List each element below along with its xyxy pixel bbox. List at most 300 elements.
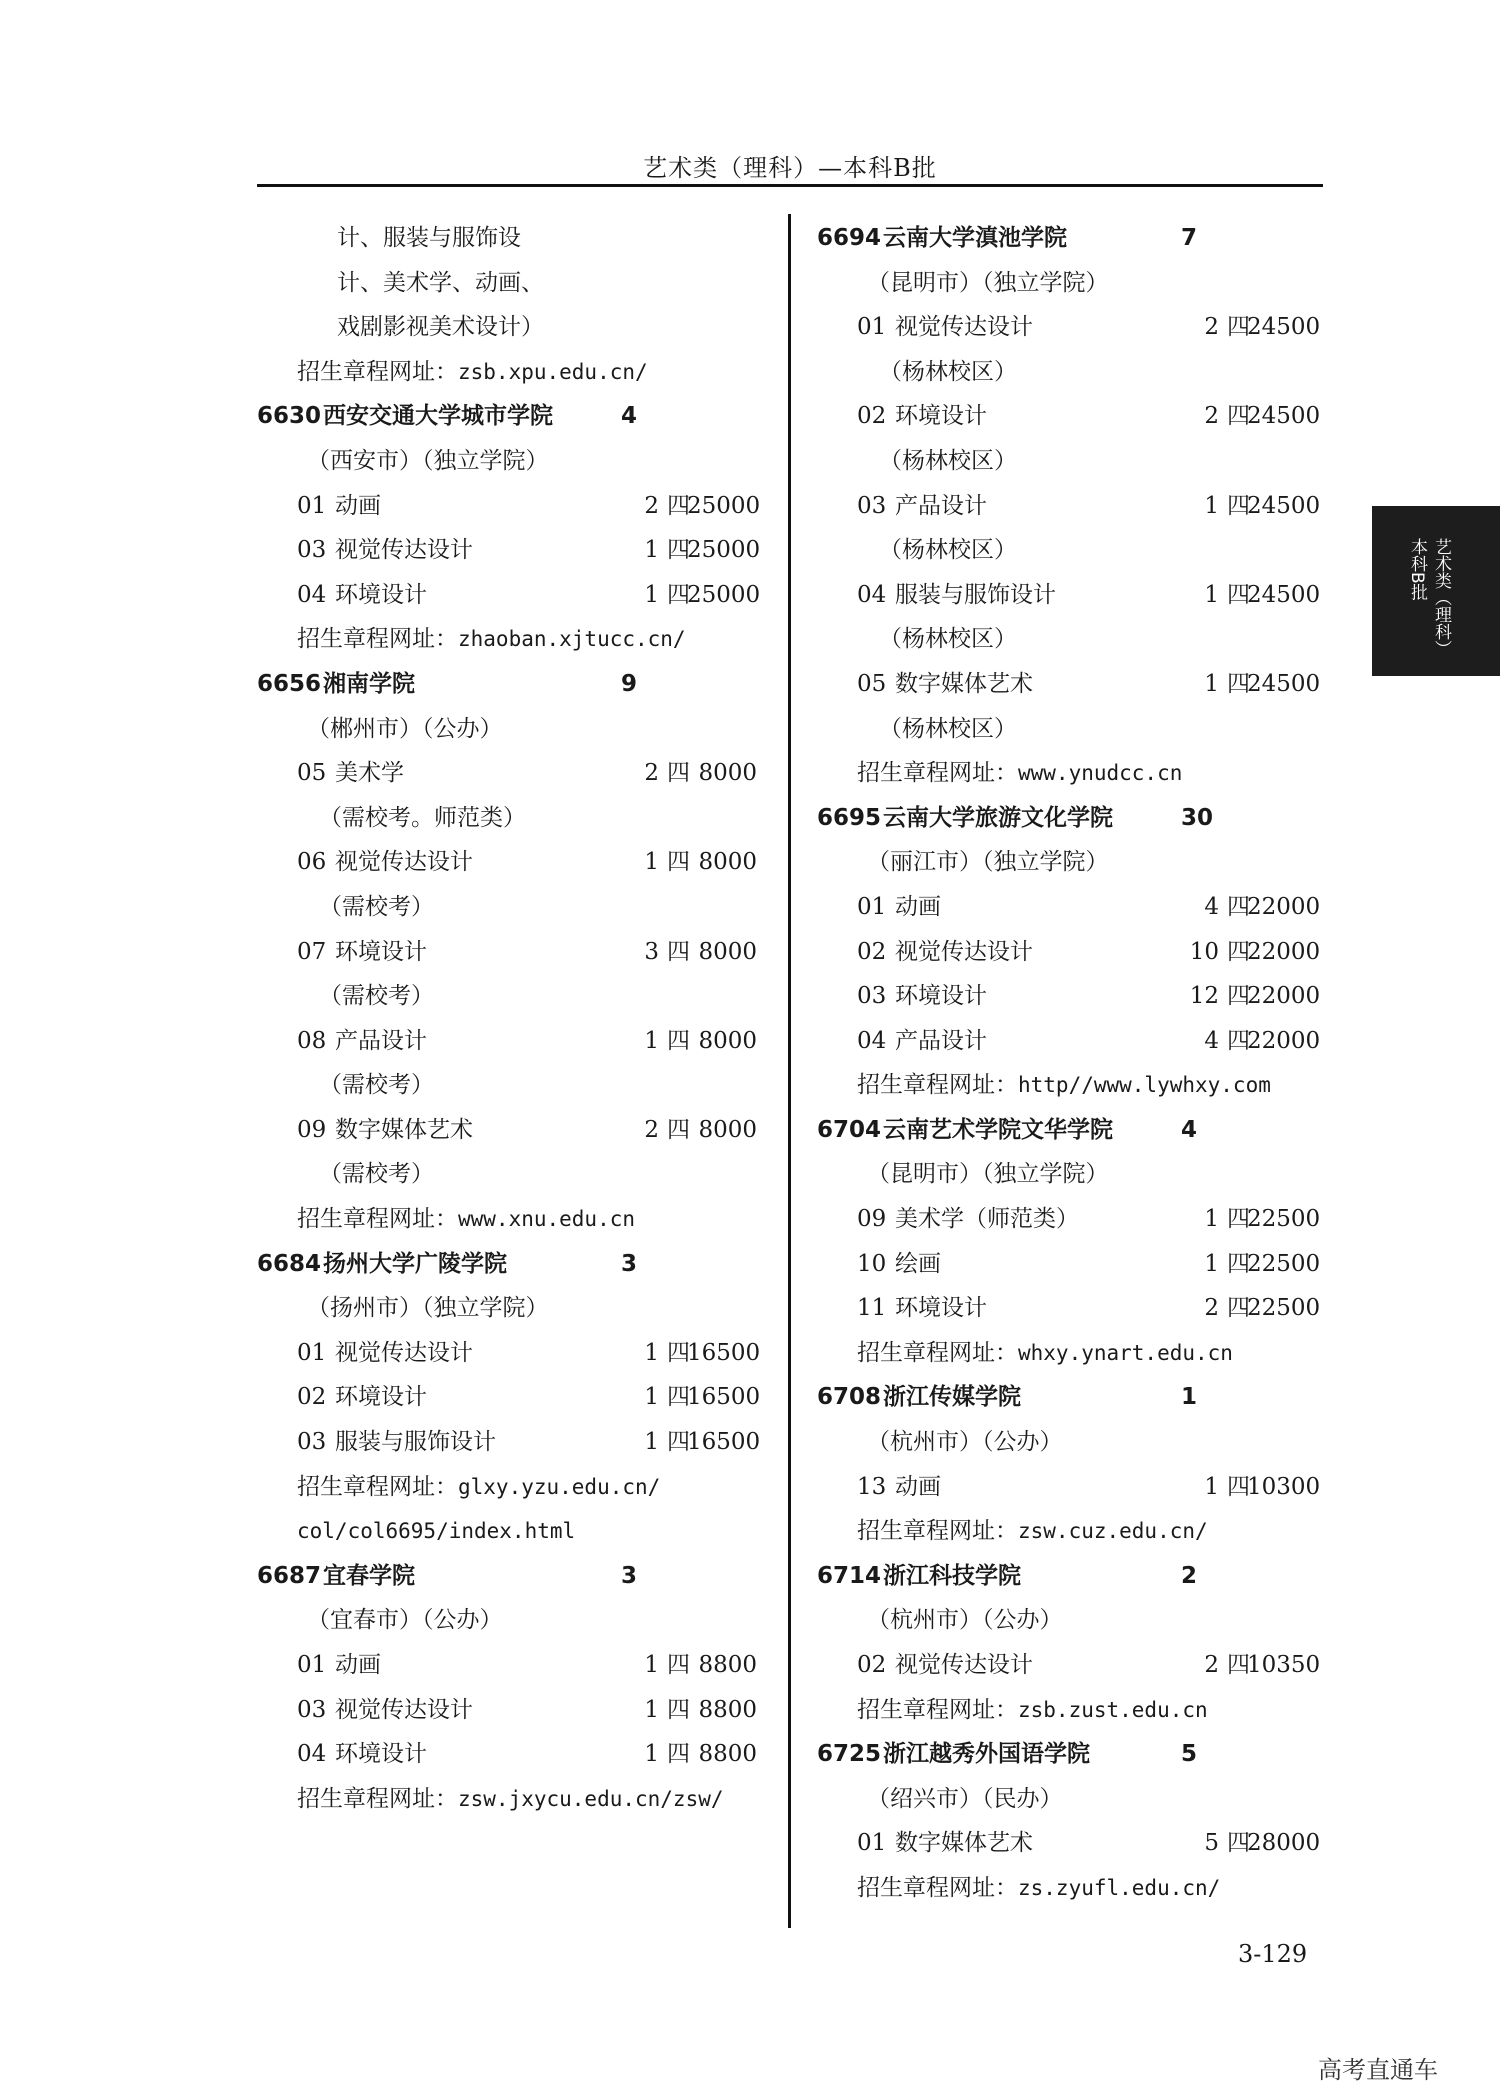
- program-note: （需校考）: [319, 893, 434, 920]
- url-value: zs.zyufl.edu.cn/: [1018, 1875, 1221, 1900]
- url-value: www.xnu.edu.cn: [458, 1207, 636, 1232]
- program-fee: 24500: [1247, 581, 1321, 608]
- program-name: 动画: [895, 1473, 941, 1500]
- program-years: 四: [667, 938, 690, 965]
- continuation-text: 计、服装与服饰设: [337, 225, 521, 251]
- program-note-row: [257, 1063, 757, 1108]
- program-row: [257, 930, 757, 975]
- program-code: 01: [857, 1830, 887, 1857]
- program-fee: 8800: [698, 1652, 757, 1678]
- admission-url-row: [257, 1197, 757, 1242]
- program-years: 四: [1227, 1027, 1250, 1054]
- column-divider: [788, 214, 791, 1928]
- url-value: www.ynudcc.cn: [1018, 761, 1183, 786]
- program-name: 数字媒体艺术: [895, 670, 1033, 697]
- school-code: 6714: [817, 1562, 882, 1589]
- school-header-row: [257, 394, 757, 439]
- admission-url-row: [817, 1866, 1317, 1911]
- school-code: 6684: [257, 1250, 322, 1277]
- url-value: zsb.zust.edu.cn: [1018, 1697, 1208, 1722]
- program-years: 四: [1227, 314, 1250, 341]
- url-label: 招生章程网址：: [857, 1696, 1018, 1723]
- program-code: 09: [857, 1206, 887, 1233]
- program-row: [817, 885, 1321, 930]
- program-name: 环境设计: [895, 403, 987, 430]
- program-row: [257, 1331, 761, 1376]
- program-fee: 8000: [698, 1116, 757, 1143]
- program-code: 10: [857, 1250, 887, 1277]
- continuation-text: 戏剧影视美术设计）: [337, 314, 544, 341]
- school-header-row: [817, 216, 1317, 261]
- program-years: 四: [1227, 670, 1250, 697]
- program-fee: 8000: [698, 760, 757, 787]
- program-code: 03: [857, 492, 887, 519]
- school-location-row: [817, 1152, 1317, 1197]
- program-count: 2: [644, 760, 659, 787]
- school-header-row: [257, 1554, 757, 1599]
- program-fee: 8000: [698, 1027, 757, 1054]
- program-note: （杨林校区）: [879, 358, 1017, 385]
- program-fee: 22500: [1247, 1250, 1321, 1277]
- continuation-row: [257, 216, 757, 261]
- school-name: 宜春学院: [323, 1562, 415, 1589]
- program-fee: 22000: [1247, 983, 1321, 1010]
- program-row: [257, 1108, 757, 1153]
- program-row: [817, 1465, 1321, 1510]
- program-code: 02: [297, 1384, 327, 1411]
- program-code: 02: [857, 938, 887, 965]
- url-continuation: col/col6695/index.html: [297, 1519, 576, 1544]
- program-years: 四: [667, 849, 690, 876]
- program-code: 05: [857, 670, 887, 697]
- program-name: 视觉传达设计: [895, 1652, 1033, 1678]
- program-years: 四: [1227, 492, 1250, 519]
- school-quota: 1: [1181, 1384, 1198, 1411]
- program-fee: 22000: [1247, 1027, 1321, 1054]
- program-name: 视觉传达设计: [335, 1696, 473, 1723]
- program-name: 美术学: [335, 760, 404, 787]
- program-row: [257, 1688, 757, 1733]
- program-years: 四: [667, 760, 690, 787]
- program-years: 四: [1227, 403, 1250, 430]
- program-code: 04: [297, 581, 327, 608]
- program-count: 1: [644, 1652, 659, 1678]
- admission-url: [297, 1777, 724, 1822]
- url-value: zsw.cuz.edu.cn/: [1018, 1519, 1208, 1544]
- program-count: 4: [1204, 893, 1219, 920]
- watermark: 高考直通车: [1318, 2056, 1438, 2084]
- program-count: 2: [1204, 314, 1219, 341]
- program-row: [817, 484, 1321, 529]
- admission-url: [297, 350, 648, 395]
- school-quota: 2: [1181, 1562, 1198, 1589]
- program-count: 1: [1204, 581, 1219, 608]
- school-location-row: [257, 707, 757, 752]
- admission-url: [857, 1063, 1271, 1108]
- school-location-row: [817, 261, 1317, 306]
- program-fee: 28000: [1247, 1830, 1321, 1857]
- program-years: 四: [1227, 1830, 1250, 1857]
- program-row: [817, 1197, 1321, 1242]
- program-years: 四: [1227, 983, 1250, 1010]
- program-note: （需校考）: [319, 1072, 434, 1099]
- program-name: 环境设计: [895, 983, 987, 1010]
- school-location-row: [257, 1286, 757, 1331]
- program-name: 视觉传达设计: [335, 537, 473, 564]
- program-note: （需校考）: [319, 983, 434, 1010]
- program-name: 产品设计: [895, 492, 987, 519]
- program-row: [817, 974, 1321, 1019]
- program-years: 四: [667, 1429, 690, 1456]
- program-note-row: [817, 528, 1317, 573]
- program-fee: 25000: [687, 581, 761, 608]
- admission-url-row: [257, 350, 757, 395]
- program-row: [257, 751, 757, 796]
- program-years: 四: [1227, 1473, 1250, 1500]
- school-name: 浙江传媒学院: [883, 1384, 1021, 1411]
- school-location-row: [817, 1420, 1317, 1465]
- program-fee: 8000: [698, 849, 757, 876]
- program-note-row: [817, 439, 1317, 484]
- program-years: 四: [667, 581, 690, 608]
- program-count: 1: [1204, 1250, 1219, 1277]
- program-name: 服装与服饰设计: [895, 581, 1056, 608]
- admission-url-row: [817, 1063, 1317, 1108]
- program-count: 2: [644, 492, 659, 519]
- program-note-row: [257, 974, 757, 1019]
- program-code: 06: [297, 849, 327, 876]
- admission-url: [857, 1866, 1220, 1911]
- program-name: 产品设计: [895, 1027, 987, 1054]
- program-row: [257, 528, 761, 573]
- school-name: 云南艺术学院文华学院: [883, 1116, 1113, 1143]
- program-code: 08: [297, 1027, 327, 1054]
- url-label: 招生章程网址：: [297, 358, 458, 385]
- program-code: 07: [297, 938, 327, 965]
- program-note: （需校考）: [319, 1161, 434, 1188]
- program-fee: 8800: [698, 1696, 757, 1723]
- program-fee: 22000: [1247, 893, 1321, 920]
- program-row: [817, 573, 1321, 618]
- program-fee: 25000: [687, 537, 761, 564]
- program-count: 1: [644, 1384, 659, 1411]
- school-header-row: [817, 1375, 1317, 1420]
- program-fee: 8000: [698, 938, 757, 965]
- program-code: 03: [297, 537, 327, 564]
- url-label: 招生章程网址：: [857, 1874, 1018, 1901]
- admission-url-row: [257, 617, 757, 662]
- program-code: 01: [857, 893, 887, 920]
- program-fee: 16500: [687, 1384, 761, 1411]
- school-name: 云南大学滇池学院: [883, 225, 1067, 251]
- school-location: （郴州市）（公办）: [307, 715, 503, 742]
- program-count: 1: [644, 1741, 659, 1768]
- program-count: 10: [1189, 938, 1219, 965]
- program-years: 四: [1227, 1250, 1250, 1277]
- admission-url-continuation-row: [257, 1509, 757, 1554]
- program-code: 09: [297, 1116, 327, 1143]
- admission-url-row: [817, 1509, 1317, 1554]
- admission-url-row: [817, 1688, 1317, 1733]
- url-label: 招生章程网址：: [297, 1785, 458, 1812]
- continuation-row: [257, 305, 757, 350]
- program-name: 产品设计: [335, 1027, 427, 1054]
- url-label: 招生章程网址：: [297, 626, 458, 653]
- program-row: [817, 662, 1321, 707]
- school-code: 6695: [817, 804, 882, 831]
- school-header-row: [817, 1108, 1317, 1153]
- program-code: 01: [297, 1339, 327, 1366]
- program-row: [257, 1375, 761, 1420]
- school-name: 扬州大学广陵学院: [323, 1250, 507, 1277]
- program-count: 1: [644, 1429, 659, 1456]
- program-count: 1: [644, 1027, 659, 1054]
- school-header-row: [257, 662, 757, 707]
- school-header-row: [817, 1554, 1317, 1599]
- program-count: 1: [1204, 1206, 1219, 1233]
- program-years: 四: [667, 1384, 690, 1411]
- school-location: （西安市）（独立学院）: [307, 447, 549, 474]
- school-name: 云南大学旅游文化学院: [883, 804, 1113, 831]
- program-note: （需校考。师范类）: [319, 804, 526, 831]
- program-code: 11: [857, 1295, 887, 1322]
- admission-url: [857, 1688, 1208, 1733]
- program-count: 2: [1204, 1295, 1219, 1322]
- program-name: 动画: [335, 492, 381, 519]
- admission-url-row: [817, 751, 1317, 796]
- school-header-row: [257, 1242, 757, 1287]
- program-name: 数字媒体艺术: [895, 1830, 1033, 1857]
- program-code: 04: [297, 1741, 327, 1768]
- program-row: [817, 930, 1321, 975]
- program-row: [817, 305, 1321, 350]
- url-label: 招生章程网址：: [297, 1473, 458, 1500]
- program-years: 四: [667, 1339, 690, 1366]
- continuation-text: 计、美术学、动画、: [337, 269, 544, 296]
- program-note-row: [817, 350, 1317, 395]
- admission-url: [297, 1465, 660, 1510]
- program-fee: 22500: [1247, 1206, 1321, 1233]
- program-row: [257, 1019, 757, 1064]
- school-location: （绍兴市）（民办）: [867, 1785, 1063, 1812]
- program-row: [817, 1242, 1321, 1287]
- admission-url: [297, 1197, 635, 1242]
- program-row: [817, 1821, 1321, 1866]
- program-count: 1: [1204, 492, 1219, 519]
- program-count: 1: [1204, 1473, 1219, 1500]
- program-count: 3: [644, 938, 659, 965]
- side-tab-line-2: 本科B批: [1407, 538, 1427, 601]
- program-fee: 22000: [1247, 938, 1321, 965]
- program-name: 视觉传达设计: [335, 849, 473, 876]
- page-header: 艺术类（理科）—本科B批: [643, 154, 937, 182]
- school-name: 浙江越秀外国语学院: [883, 1741, 1090, 1768]
- url-label: 招生章程网址：: [297, 1206, 458, 1233]
- program-code: 03: [297, 1696, 327, 1723]
- url-value: whxy.ynart.edu.cn: [1018, 1340, 1233, 1365]
- admission-url-row: [817, 1331, 1317, 1376]
- school-location-row: [817, 840, 1317, 885]
- program-code: 04: [857, 581, 887, 608]
- continuation-row: [257, 261, 757, 306]
- program-years: 四: [1227, 893, 1250, 920]
- school-quota: 7: [1181, 225, 1198, 251]
- program-fee: 24500: [1247, 670, 1321, 697]
- right-column: [817, 216, 1321, 1911]
- program-name: 环境设计: [335, 938, 427, 965]
- program-count: 1: [644, 1339, 659, 1366]
- program-fee: 10300: [1247, 1473, 1321, 1500]
- program-code: 02: [857, 403, 887, 430]
- url-label: 招生章程网址：: [857, 760, 1018, 787]
- program-fee: 24500: [1247, 492, 1321, 519]
- program-row: [257, 484, 761, 529]
- school-code: 6708: [817, 1384, 882, 1411]
- program-fee: 8800: [698, 1741, 757, 1768]
- program-years: 四: [1227, 1206, 1250, 1233]
- program-years: 四: [1227, 581, 1250, 608]
- page-number: 3-129: [1238, 1940, 1308, 1968]
- program-name: 服装与服饰设计: [335, 1429, 496, 1456]
- program-row: [257, 1643, 757, 1688]
- school-code: 6725: [817, 1741, 882, 1768]
- program-name: 视觉传达设计: [895, 314, 1033, 341]
- school-location-row: [257, 1598, 757, 1643]
- program-fee: 16500: [687, 1339, 761, 1366]
- program-code: 01: [297, 492, 327, 519]
- program-note-row: [257, 796, 757, 841]
- program-fee: 22500: [1247, 1295, 1321, 1322]
- program-name: 动画: [895, 893, 941, 920]
- school-code: 6694: [817, 225, 882, 251]
- program-row: [817, 1286, 1321, 1331]
- program-years: 四: [1227, 1295, 1250, 1322]
- school-header-row: [817, 796, 1317, 841]
- program-count: 2: [1204, 403, 1219, 430]
- school-location: （杭州市）（公办）: [867, 1607, 1063, 1634]
- school-location: （昆明市）（独立学院）: [867, 1161, 1109, 1188]
- program-note-row: [817, 707, 1317, 752]
- school-name: 湘南学院: [323, 670, 415, 697]
- program-row: [817, 1643, 1321, 1688]
- program-note: （杨林校区）: [879, 626, 1017, 653]
- program-code: 04: [857, 1027, 887, 1054]
- program-note: （杨林校区）: [879, 447, 1017, 474]
- program-note: （杨林校区）: [879, 537, 1017, 564]
- program-name: 环境设计: [335, 1384, 427, 1411]
- program-fee: 25000: [687, 492, 761, 519]
- program-row: [257, 840, 757, 885]
- program-count: 1: [1204, 670, 1219, 697]
- program-years: 四: [667, 1696, 690, 1723]
- school-quota: 4: [621, 403, 638, 430]
- program-code: 01: [297, 1652, 327, 1678]
- program-note-row: [817, 617, 1317, 662]
- program-years: 四: [1227, 1652, 1250, 1678]
- program-fee: 16500: [687, 1429, 761, 1456]
- school-location-row: [817, 1777, 1317, 1822]
- admission-url-row: [257, 1777, 757, 1822]
- side-section-tab: [1372, 506, 1500, 676]
- program-code: 13: [857, 1473, 887, 1500]
- school-quota: 3: [621, 1250, 638, 1277]
- program-row: [257, 1420, 761, 1465]
- program-count: 2: [1204, 1652, 1219, 1678]
- url-value: zsb.xpu.edu.cn/: [458, 359, 648, 384]
- url-label: 招生章程网址：: [857, 1339, 1018, 1366]
- program-count: 4: [1204, 1027, 1219, 1054]
- program-years: 四: [667, 1027, 690, 1054]
- program-fee: 24500: [1247, 403, 1321, 430]
- program-years: 四: [667, 1741, 690, 1768]
- program-fee: 10350: [1247, 1652, 1321, 1678]
- program-name: 环境设计: [335, 581, 427, 608]
- program-count: 1: [644, 1696, 659, 1723]
- program-name: 数字媒体艺术: [335, 1116, 473, 1143]
- program-row: [257, 1732, 757, 1777]
- school-header-row: [817, 1732, 1317, 1777]
- program-count: 1: [644, 581, 659, 608]
- school-location: （昆明市）（独立学院）: [867, 269, 1109, 296]
- left-column: [257, 216, 761, 1821]
- admission-url: [857, 751, 1182, 796]
- school-quota: 4: [1181, 1116, 1198, 1143]
- program-name: 美术学（师范类）: [895, 1206, 1079, 1233]
- url-label: 招生章程网址：: [857, 1072, 1018, 1099]
- program-note-row: [257, 885, 757, 930]
- program-row: [817, 394, 1321, 439]
- header-rule: [257, 184, 1323, 187]
- school-location-row: [817, 1598, 1317, 1643]
- school-quota: 9: [621, 670, 638, 697]
- school-location: （丽江市）（独立学院）: [867, 849, 1109, 876]
- url-value: zhaoban.xjtucc.cn/: [458, 627, 686, 652]
- side-tab-line-1: 艺术类（理科）: [1431, 538, 1451, 657]
- school-quota: 3: [621, 1562, 638, 1589]
- school-code: 6704: [817, 1116, 882, 1143]
- program-count: 1: [644, 537, 659, 564]
- school-code: 6687: [257, 1562, 322, 1589]
- program-fee: 24500: [1247, 314, 1321, 341]
- program-code: 01: [857, 314, 887, 341]
- admission-url: [857, 1509, 1208, 1554]
- school-name: 西安交通大学城市学院: [323, 403, 553, 430]
- program-count: 2: [644, 1116, 659, 1143]
- program-code: 02: [857, 1652, 887, 1678]
- program-count: 5: [1204, 1830, 1219, 1857]
- program-years: 四: [667, 537, 690, 564]
- url-label: 招生章程网址：: [857, 1518, 1018, 1545]
- school-quota: 30: [1181, 804, 1214, 831]
- school-location: （宜春市）（公办）: [307, 1607, 503, 1634]
- admission-url: [857, 1331, 1233, 1376]
- admission-url-row: [257, 1465, 757, 1510]
- program-name: 环境设计: [335, 1741, 427, 1768]
- program-note: （杨林校区）: [879, 715, 1017, 742]
- program-years: 四: [667, 1652, 690, 1678]
- program-code: 03: [857, 983, 887, 1010]
- program-code: 03: [297, 1429, 327, 1456]
- program-name: 动画: [335, 1652, 381, 1678]
- url-value: zsw.jxycu.edu.cn/zsw/: [458, 1786, 724, 1811]
- program-note-row: [257, 1152, 757, 1197]
- url-value: http//www.lywhxy.com: [1018, 1073, 1271, 1098]
- program-years: 四: [667, 492, 690, 519]
- school-location-row: [257, 439, 757, 484]
- school-location: （杭州市）（公办）: [867, 1429, 1063, 1456]
- school-code: 6630: [257, 403, 322, 430]
- admission-url: [297, 617, 686, 662]
